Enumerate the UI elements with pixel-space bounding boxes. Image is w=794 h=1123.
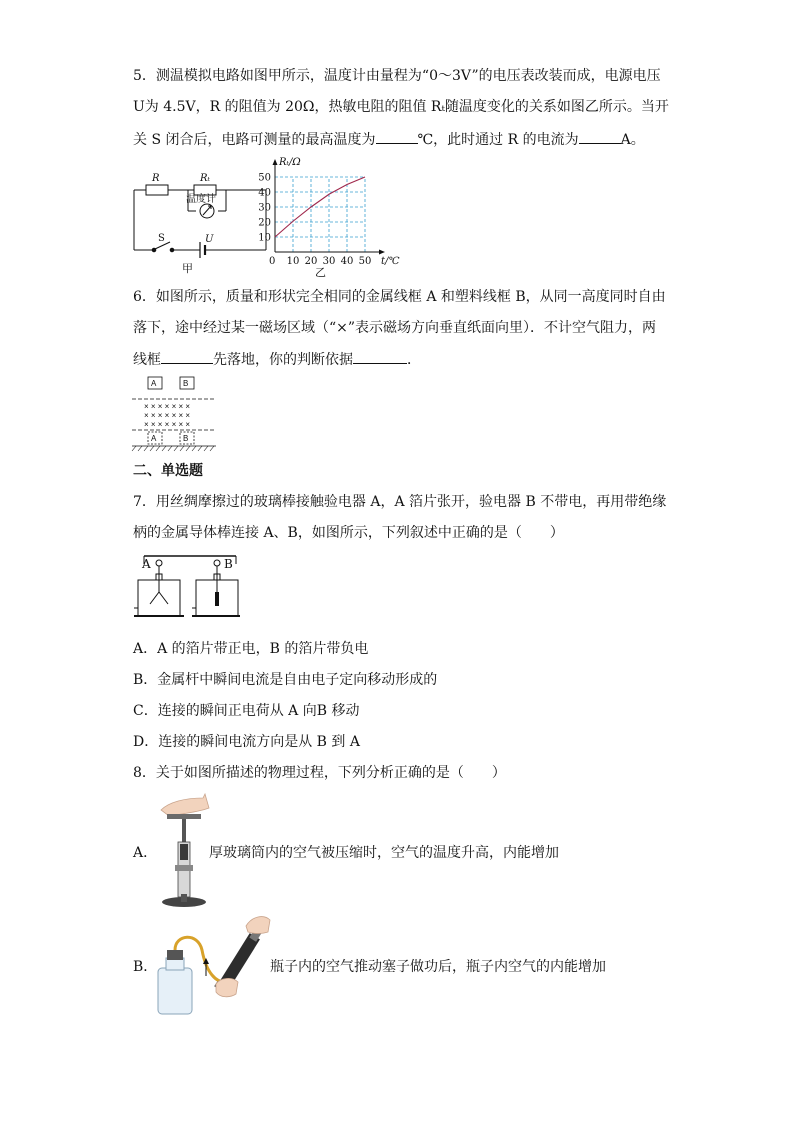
x-axis-label: t/℃	[381, 256, 400, 267]
q6-line-3-text-b: 先落地，你的判断依据	[213, 352, 353, 368]
q7-option-a[interactable]: A．A 的箔片带正电，B 的箔片带负电	[133, 641, 369, 657]
q6-blank-which[interactable]	[161, 349, 213, 364]
label-u: U	[205, 234, 214, 245]
q6-line-2: 落下，途中经过某一磁场区域（“×”表示磁场方向垂直纸面向里）．不计空气阻力，两	[133, 320, 657, 336]
electroscope-a-label: A	[142, 557, 151, 571]
q7-option-b[interactable]: B．金属杆中瞬间电流是自由电子定向移动形成的	[133, 672, 438, 688]
q5-line-3-text-a: 关 S 闭合后，电路可测量的最高温度为	[133, 132, 376, 148]
origin-label: 0	[269, 256, 276, 267]
frame-b-landed-label: B	[183, 434, 189, 443]
field-row-2: × × × × × × ×	[144, 411, 191, 420]
q5-line-3-text-b: ℃，此时通过 R 的电流为	[417, 132, 579, 148]
frame-b-label: B	[183, 379, 189, 388]
q7-option-d[interactable]: D．连接的瞬间电流方向是从 B 到 A	[133, 734, 360, 750]
y-tick-label: 10	[258, 232, 271, 244]
q8-option-b-text[interactable]: 瓶子内的空气推动塞子做功后，瓶子内空气的内能增加	[270, 959, 606, 975]
caption-jia: 甲	[182, 262, 193, 275]
q5-blank-max-temp[interactable]	[376, 129, 418, 144]
q8-line-1: 8．关于如图所描述的物理过程，下列分析正确的是（ ）	[133, 765, 506, 781]
x-tick-label: 20	[304, 256, 318, 267]
label-thermometer: 温度计	[186, 194, 216, 205]
resistor-r	[146, 185, 168, 195]
q5-line-3	[133, 129, 645, 150]
y-tick-label: 30	[258, 202, 271, 214]
y-tick-label: 20	[258, 217, 271, 229]
q8-option-b-letter[interactable]: B．	[133, 959, 158, 975]
x-tick-label: 30	[322, 256, 336, 267]
section-title-single-choice: 二、单选题	[133, 463, 203, 479]
y-tick-label: 50	[258, 172, 271, 184]
electroscope-b-label: B	[224, 557, 233, 571]
compression-cylinder-image	[155, 790, 215, 915]
graph-yi	[255, 156, 405, 278]
q5-line-3-text-c: A。	[620, 132, 645, 148]
electroscope-figure	[130, 552, 240, 632]
label-r: R	[152, 173, 160, 184]
x-tick-label: 50	[358, 256, 372, 267]
circuit-diagram-jia	[130, 168, 270, 278]
y-axis-label: Rₜ/Ω	[279, 157, 301, 168]
q6-blank-reason[interactable]	[353, 349, 407, 364]
q8-option-a-letter[interactable]: A．	[133, 845, 158, 861]
field-row-1: × × × × × × ×	[144, 402, 191, 411]
x-tick-label: 40	[340, 256, 354, 267]
q7-option-c[interactable]: C．连接的瞬间正电荷从 A 向B 移动	[133, 703, 360, 719]
q6-line-3-text-a: 线框	[133, 352, 161, 368]
x-tick-label: 10	[286, 256, 300, 267]
bottle-pump-image	[150, 910, 275, 1020]
magnetic-field-figure	[130, 374, 220, 452]
caption-yi: 乙	[315, 266, 326, 278]
y-tick-label: 40	[258, 187, 271, 199]
q8-option-a-text[interactable]: 厚玻璃筒内的空气被压缩时，空气的温度升高，内能增加	[209, 845, 559, 861]
label-rt: Rₜ	[200, 173, 210, 184]
q5-line-2: U为 4.5V，R 的阻值为 20Ω，热敏电阻的阻值 Rₜ随温度变化的关系如图乙所示。当开	[133, 99, 669, 115]
frame-a-label: A	[151, 379, 157, 388]
label-s: S	[158, 233, 165, 244]
q6-line-3-text-c: ．	[407, 352, 421, 368]
q7-line-1: 7．用丝绸摩擦过的玻璃棒接触验电器 A，A 箔片张开，验电器 B 不带电，再用带绝缘	[133, 494, 667, 510]
field-row-3: × × × × × × ×	[144, 420, 191, 429]
q5-blank-current[interactable]	[579, 129, 621, 144]
q6-line-1: 6．如图所示，质量和形状完全相同的金属线框 A 和塑料线框 B，从同一高度同时自由	[133, 289, 666, 305]
q6-line-3	[133, 349, 421, 370]
q5-line-1: 5．测温模拟电路如图甲所示，温度计由量程为“0～3V”的电压表改装而成，电源电压	[133, 68, 661, 84]
frame-a-landed-label: A	[151, 434, 157, 443]
q7-line-2: 柄的金属导体棒连接 A、B，如图所示，下列叙述中正确的是（ ）	[133, 525, 564, 541]
